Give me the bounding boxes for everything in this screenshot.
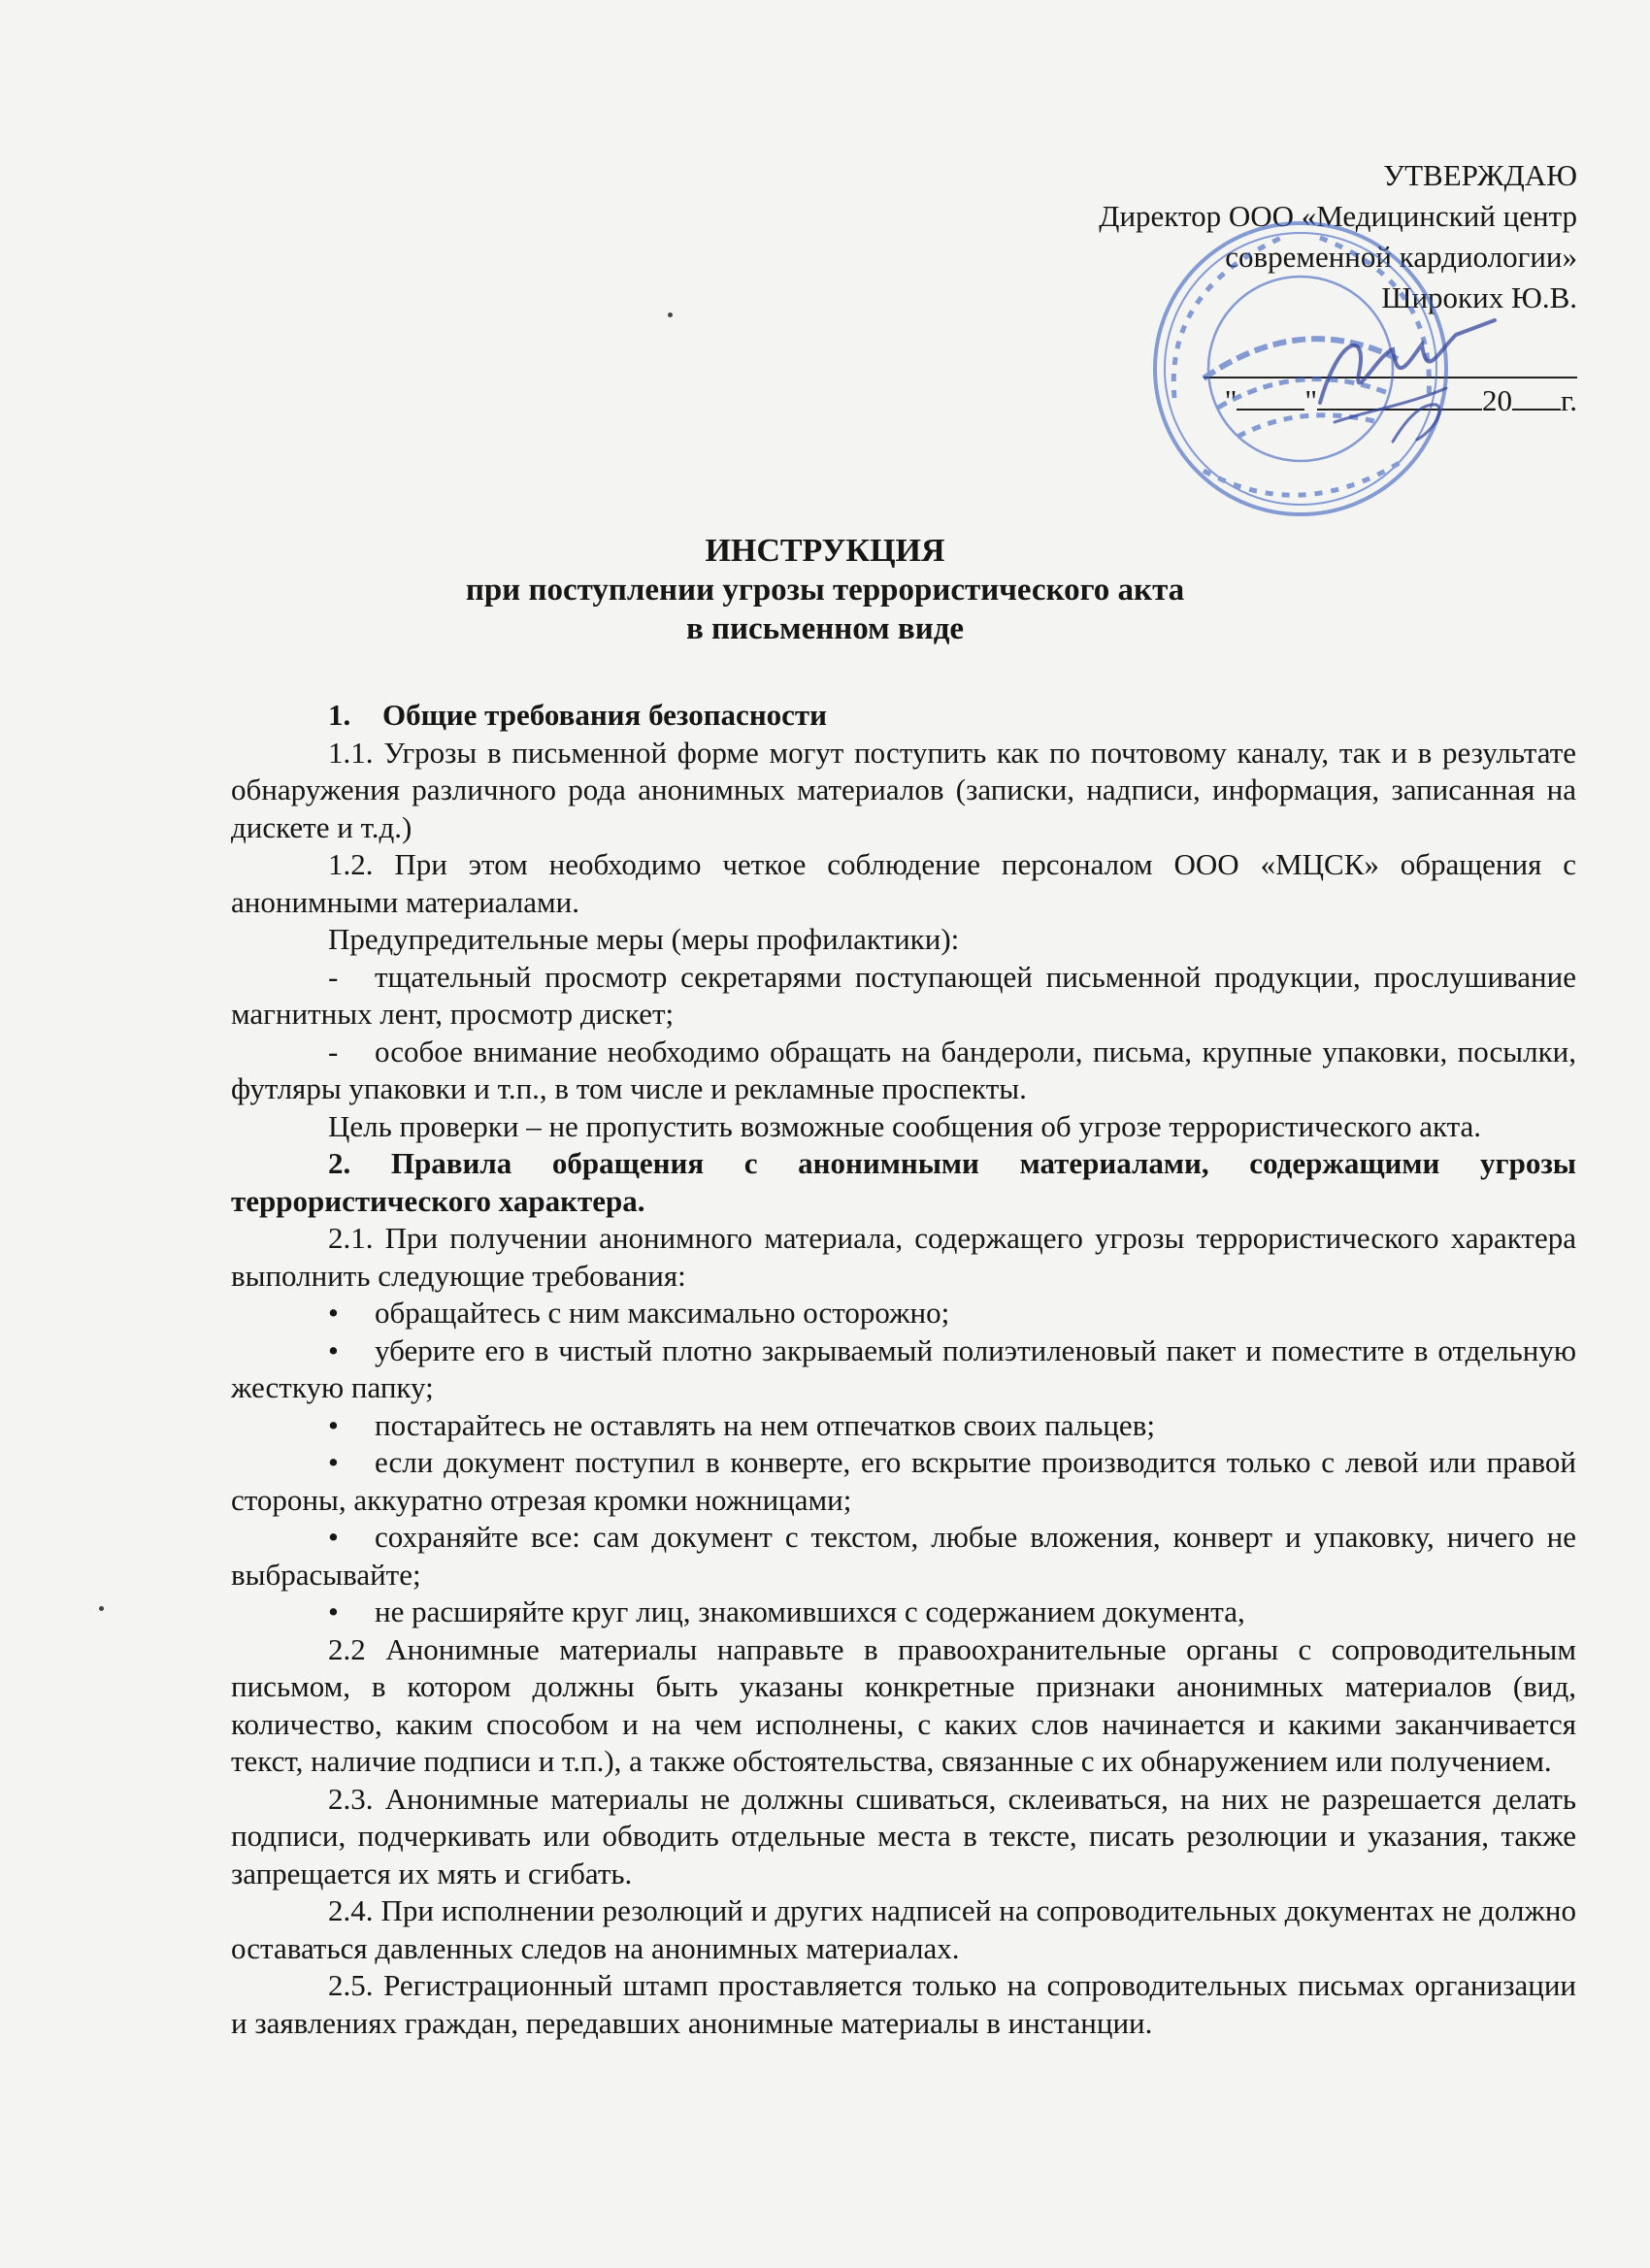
bullet-item xyxy=(231,1519,1576,1594)
bullet-item xyxy=(231,1295,1576,1332)
title-line-1: ИНСТРУКЦИЯ xyxy=(705,533,945,569)
date-open-quote: " xyxy=(1224,383,1238,417)
director-name: Широких Ю.В. xyxy=(1381,280,1577,314)
bullet-text: уберите его в чистый плотно закрываемый полиэтиленовый пакет и поместите в отдельную жесткую папку; xyxy=(231,1332,1576,1404)
paragraph-2-2: 2.2 Анонимные материалы направьте в правоохранительные органы с сопроводительным письмом, в котором должны быть указаны конкретные признаки анонимных материалов (вид, количество, каким способом и на чем исполнены, с каких слов начинается и какими заканчивается текст, наличие подписи и т.п.), а также обстоятельства, связанные с их обнаружением или получением. xyxy=(231,1631,1576,1778)
section-2-heading: 2. Правила обращения с анонимными материалами, содержащими угрозы террористического характера. xyxy=(231,1146,1576,1218)
approve-word: УТВЕРЖДАЮ xyxy=(1383,158,1577,192)
date-suffix: г. xyxy=(1561,383,1577,417)
dash-marker-icon: - xyxy=(328,1034,339,1068)
bullet-icon: • xyxy=(328,1520,339,1554)
bullet-item xyxy=(231,1407,1576,1445)
dash-item-text: особое внимание необходимо обращать на бандероли, письма, крупные упаковки, посылки, футляры упаковки и т.п., в том числе и рекламные проспекты. xyxy=(231,1034,1576,1105)
prevention-title: Предупредительные меры (меры профилактики): xyxy=(328,922,960,956)
paragraph-1-2: 1.2. При этом необходимо четкое соблюдение персоналом ООО «МЦСК» обращения с анонимными материалами. xyxy=(231,847,1576,919)
bullet-text: если документ поступил в конверте, его вскрытие производится только с левой или правой стороны, аккуратно отрезая кромки ножницами; xyxy=(231,1445,1576,1517)
bullet-item xyxy=(231,1332,1576,1407)
document-body xyxy=(231,697,1576,2042)
paragraph-2-3: 2.3. Анонимные материалы не должны сшиваться, склеиваться, на них не разрешается делать подписи, подчеркивать или обводить отдельные места в тексте, писать резолюции и указания, также запрещается их мять и сгибать. xyxy=(231,1781,1576,1890)
handwritten-signature-icon xyxy=(1301,296,1504,446)
year-blank xyxy=(1512,381,1561,411)
director-line-2: современной кардиологии» xyxy=(1225,240,1577,274)
dash-item xyxy=(231,959,1576,1034)
scan-speck xyxy=(99,1606,104,1611)
bullet-icon: • xyxy=(328,1296,339,1330)
paragraph-2-1: 2.1. При получении анонимного материала, содержащего угрозы террористического характера выполнить следующие требования: xyxy=(231,1221,1576,1293)
goal-paragraph: Цель проверки – не пропустить возможные сообщения об угрозе террористического акта. xyxy=(328,1108,1482,1143)
title-line-3: в письменном виде xyxy=(685,611,965,646)
date-close-quote: " xyxy=(1304,383,1318,417)
dash-item xyxy=(231,1034,1576,1108)
director-line-1: Директор ООО «Медицинский центр xyxy=(1099,199,1577,233)
title-line-2: при поступлении угрозы террористического акта xyxy=(465,573,1185,608)
bullet-icon: • xyxy=(328,1445,339,1479)
bullet-text: обращайтесь с ним максимально осторожно; xyxy=(375,1296,950,1330)
scan-speck xyxy=(668,312,673,317)
bullet-icon: • xyxy=(328,1407,339,1442)
section-1-heading xyxy=(231,697,1576,735)
section-1-number: 1. xyxy=(328,698,351,732)
section-1-heading-text: Общие требования безопасности xyxy=(382,698,828,732)
bullet-text: постарайтесь не оставлять на нем отпечатков своих пальцев; xyxy=(375,1407,1155,1442)
date-year: 20 xyxy=(1482,383,1513,417)
document-title xyxy=(0,532,1650,648)
dash-item-text: тщательный просмотр секретарями поступающей письменной продукции, прослушивание магнитных лент, просмотр дискет; xyxy=(231,959,1576,1031)
bullet-icon: • xyxy=(328,1594,339,1628)
bullet-icon: • xyxy=(328,1332,339,1367)
bullet-item xyxy=(231,1444,1576,1519)
paragraph-1-1: 1.1. Угрозы в письменной форме могут поступить как по почтовому каналу, так и в результате обнаружения различного рода анонимных материалов (записки, надписи, информация, записанная на дискете и т.д.) xyxy=(231,735,1576,844)
bullet-item xyxy=(231,1594,1576,1631)
dash-marker-icon: - xyxy=(328,959,339,994)
bullet-text: не расширяйте круг лиц, знакомившихся с содержанием документа, xyxy=(375,1594,1245,1628)
bullet-text: сохраняйте все: сам документ с текстом, любые вложения, конверт и упаковку, ничего не выбрасывайте; xyxy=(231,1520,1576,1592)
paragraph-2-5: 2.5. Регистрационный штамп проставляется только на сопроводительных письмах организации и заявлениях граждан, передавших анонимные материалы в инстанции. xyxy=(231,1968,1576,2040)
paragraph-2-4: 2.4. При исполнении резолюций и других надписей на сопроводительных документах не должно оставаться давленных следов на анонимных материалах. xyxy=(231,1893,1576,1965)
